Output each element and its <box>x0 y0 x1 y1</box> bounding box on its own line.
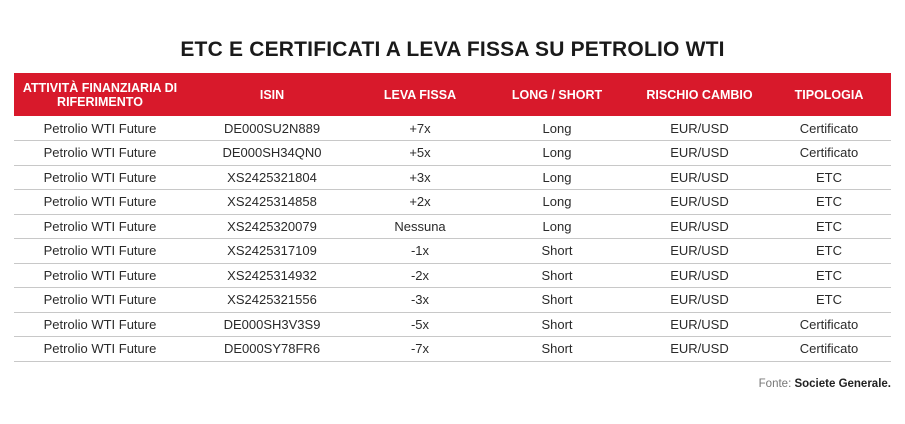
cell-type: Certificato <box>799 341 859 357</box>
cell-currency-risk: EUR/USD <box>670 218 729 234</box>
cell-long-short: Short <box>541 267 573 283</box>
cell-type: Certificato <box>799 120 859 136</box>
cell-leverage: -1x <box>410 243 430 259</box>
table-header <box>14 73 891 116</box>
table-title: ETC E CERTIFICATI A LEVA FISSA SU PETROLIO WTI <box>180 38 725 61</box>
table-row <box>14 312 891 337</box>
table-row <box>14 116 891 141</box>
cell-type: ETC <box>816 169 842 185</box>
cell-leverage: -3x <box>410 292 430 308</box>
cell-long-short: Long <box>542 218 572 234</box>
table-body <box>14 116 891 361</box>
cell-leverage: Nessuna <box>394 218 446 234</box>
cell-currency-risk: EUR/USD <box>670 120 729 136</box>
cell-leverage: +5x <box>409 145 431 161</box>
cell-isin: XS2425320079 <box>227 218 317 234</box>
cell-type: ETC <box>816 267 842 283</box>
cell-long-short: Long <box>542 194 572 210</box>
table-row <box>14 288 891 313</box>
cell-leverage: -2x <box>410 267 430 283</box>
cell-leverage: -5x <box>410 316 430 332</box>
cell-currency-risk: EUR/USD <box>670 316 729 332</box>
cell-long-short: Short <box>541 316 573 332</box>
cell-isin: DE000SH3V3S9 <box>223 316 321 332</box>
cell-currency-risk: EUR/USD <box>670 243 729 259</box>
cell-long-short: Short <box>541 341 573 357</box>
cell-long-short: Short <box>541 243 573 259</box>
cell-currency-risk: EUR/USD <box>670 194 729 210</box>
table-row <box>14 165 891 190</box>
table-row <box>14 141 891 166</box>
table-row <box>14 239 891 264</box>
cell-isin: DE000SY78FR6 <box>223 341 321 357</box>
cell-type: ETC <box>816 194 842 210</box>
cell-isin: XS2425314932 <box>227 267 317 283</box>
cell-underlying: Petrolio WTI Future <box>43 292 157 308</box>
cell-currency-risk: EUR/USD <box>670 145 729 161</box>
leverage-products-table <box>14 73 891 362</box>
cell-underlying: Petrolio WTI Future <box>43 194 157 210</box>
cell-underlying: Petrolio WTI Future <box>43 243 157 259</box>
table-row <box>14 263 891 288</box>
header-row <box>14 73 891 116</box>
cell-underlying: Petrolio WTI Future <box>43 120 157 136</box>
cell-currency-risk: EUR/USD <box>670 169 729 185</box>
table-row <box>14 214 891 239</box>
column-header-currency-risk: RISCHIO CAMBIO <box>646 87 753 102</box>
cell-isin: XS2425321804 <box>227 169 317 185</box>
cell-long-short: Short <box>541 292 573 308</box>
cell-type: ETC <box>816 218 842 234</box>
column-header-type: TIPOLOGIA <box>794 87 864 102</box>
cell-type: Certificato <box>799 316 859 332</box>
cell-isin: XS2425314858 <box>227 194 317 210</box>
column-header-underlying: ATTIVITÀ FINANZIARIA DI RIFERIMENTO <box>22 80 178 109</box>
cell-long-short: Long <box>542 169 572 185</box>
cell-long-short: Long <box>542 120 572 136</box>
table-row <box>14 337 891 362</box>
cell-underlying: Petrolio WTI Future <box>43 341 157 357</box>
cell-isin: XS2425317109 <box>227 243 317 259</box>
cell-currency-risk: EUR/USD <box>670 292 729 308</box>
cell-leverage: +2x <box>409 194 431 210</box>
cell-type: Certificato <box>799 145 859 161</box>
table-container <box>14 73 891 362</box>
cell-currency-risk: EUR/USD <box>670 267 729 283</box>
cell-currency-risk: EUR/USD <box>670 341 729 357</box>
source-note <box>759 378 891 390</box>
cell-leverage: +3x <box>409 169 431 185</box>
cell-type: ETC <box>816 243 842 259</box>
cell-type: ETC <box>816 292 842 308</box>
cell-leverage: -7x <box>410 341 430 357</box>
source-name: Societe Generale. <box>794 378 891 390</box>
cell-underlying: Petrolio WTI Future <box>43 145 157 161</box>
cell-underlying: Petrolio WTI Future <box>43 218 157 234</box>
cell-long-short: Long <box>542 145 572 161</box>
column-header-isin: ISIN <box>259 87 285 102</box>
cell-underlying: Petrolio WTI Future <box>43 169 157 185</box>
cell-underlying: Petrolio WTI Future <box>43 316 157 332</box>
cell-leverage: +7x <box>409 120 431 136</box>
cell-isin: XS2425321556 <box>227 292 317 308</box>
cell-underlying: Petrolio WTI Future <box>43 267 157 283</box>
source-label: Fonte: <box>758 378 792 390</box>
table-row <box>14 190 891 215</box>
column-header-long-short: LONG / SHORT <box>511 87 603 102</box>
cell-isin: DE000SH34QN0 <box>222 145 322 161</box>
column-header-leverage: LEVA FISSA <box>383 87 457 102</box>
cell-isin: DE000SU2N889 <box>223 120 321 136</box>
